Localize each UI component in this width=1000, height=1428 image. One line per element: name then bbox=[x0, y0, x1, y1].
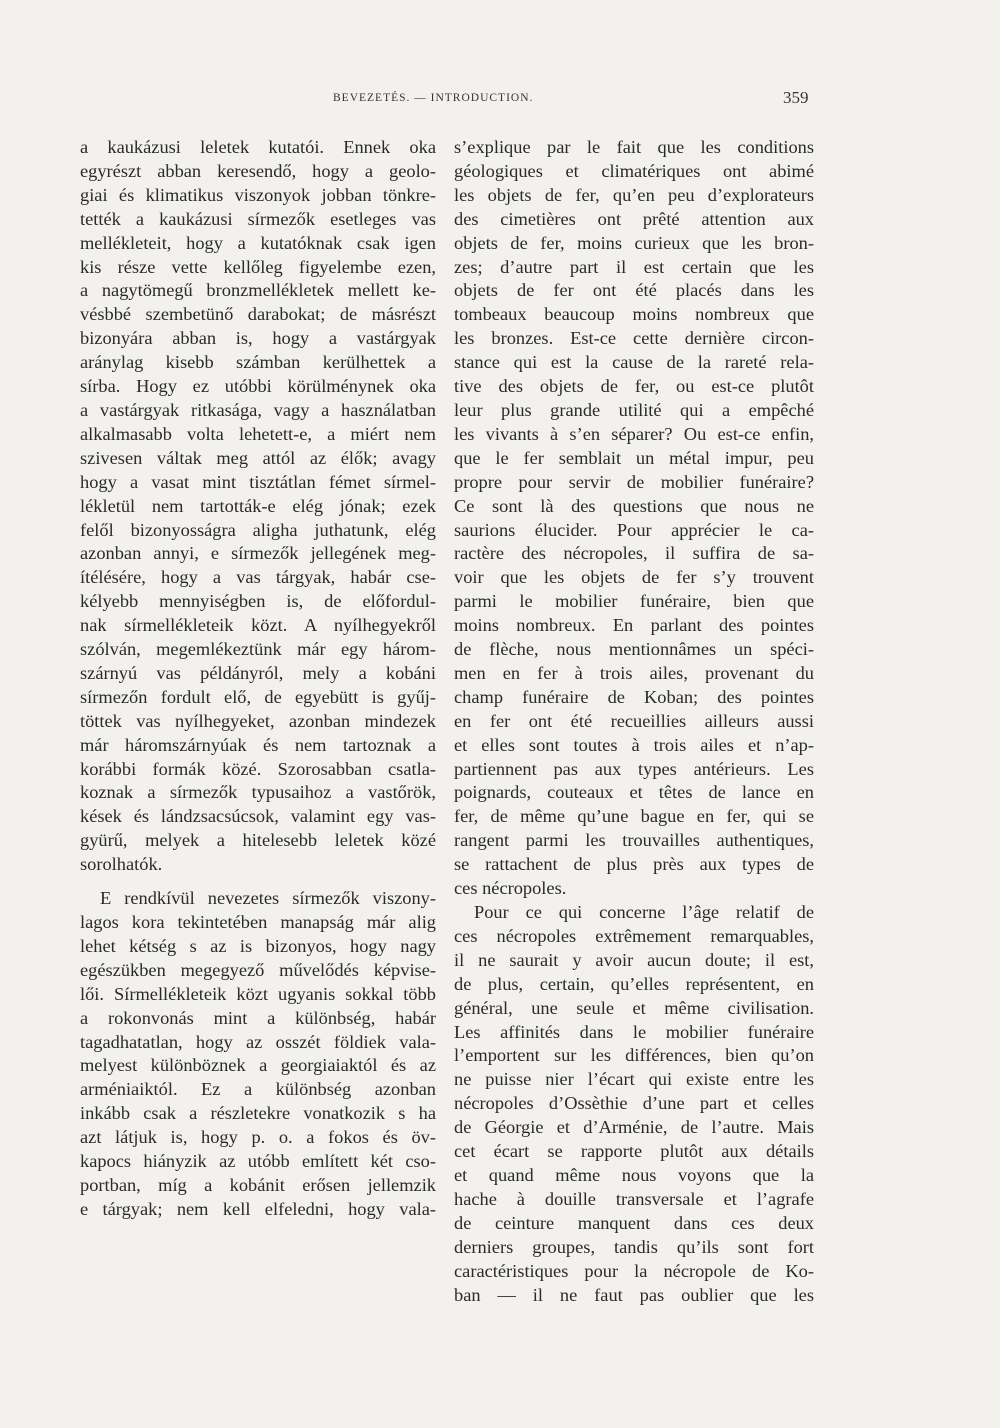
text-line: leur plus grande utilité qui a empêché bbox=[454, 399, 814, 420]
text-line: a nagytömegű bronzmellékletek mellett ke- bbox=[80, 280, 436, 301]
text-line: objets de fer, moins curieux que les bron- bbox=[454, 232, 814, 253]
text-line: ces nécropoles. bbox=[454, 878, 567, 899]
text-line: töttek vas nyílhegyeket, azonban mindezek bbox=[80, 710, 436, 731]
text-line: men en fer à trois ailes, provenant du bbox=[454, 662, 814, 683]
text-line: arméniaiktól. Ez a különbség azonban bbox=[80, 1079, 436, 1100]
text-line: que le fer semblait un métal impur, peu bbox=[454, 447, 814, 468]
text-line: a rokonvonás mint a különbség, habár bbox=[80, 1007, 436, 1028]
text-line: ítélésére, hogy a vas tárgyak, habár cse- bbox=[80, 567, 436, 588]
text-line: de Géorgie et d’Arménie, de l’autre. Mais bbox=[454, 1117, 814, 1138]
text-line: de plus, certain, qu’elles représentent, en bbox=[454, 973, 814, 994]
text-line: gyürű, melyek a hitelesebb leletek közé bbox=[80, 830, 436, 851]
text-line: stance qui est la cause de la rareté rela- bbox=[454, 352, 814, 373]
text-line: l’emportent sur les différences, bien qu’on bbox=[454, 1045, 814, 1066]
text-line: Les affinités dans le mobilier funéraire bbox=[454, 1021, 814, 1042]
text-line: már háromszárnyúak és nem tartoznak a bbox=[80, 734, 436, 755]
text-line: sírba. Hogy ez utóbbi körülménynek oka bbox=[80, 376, 436, 397]
paragraph-gap bbox=[80, 877, 436, 887]
text-line: les bronzes. Est-ce cette dernière circon- bbox=[454, 328, 814, 349]
running-head: BEVEZETÉS. — INTRODUCTION. bbox=[333, 92, 534, 104]
text-line: korábbi formák közé. Szorosabban csatla- bbox=[80, 758, 436, 779]
text-line: kélyebb mennyiségben is, de előfordul- bbox=[80, 591, 436, 612]
text-line: parmi le mobilier funéraire, bien que bbox=[454, 591, 814, 612]
text-line: sírmezőn fordult elő, de egyebütt is gyűj- bbox=[80, 686, 436, 707]
text-line: e tárgyak; nem kell elfeledni, hogy vala- bbox=[80, 1198, 436, 1219]
page-number: 359 bbox=[783, 88, 809, 107]
text-line: lehet kétség s az is bizonyos, hogy nagy bbox=[80, 935, 436, 956]
text-line: et elles sont toutes à trois ailes et n’ap- bbox=[454, 734, 814, 755]
text-line: cet écart se rapporte plutôt aux détails bbox=[454, 1141, 814, 1162]
text-line: sorolhatók. bbox=[80, 854, 163, 875]
text-line: azt látjuk is, hogy p. o. a fokos és öv- bbox=[80, 1127, 436, 1148]
text-line: kések és lándzsacsúcsok, valamint egy vas- bbox=[80, 806, 436, 827]
text-line: giai és klimatikus viszonyok jobban tönkre- bbox=[80, 184, 436, 205]
text-line: egészükben megegyező művelődés képvise- bbox=[80, 959, 436, 980]
french-text-column bbox=[454, 136, 814, 1307]
text-line: rangent parmi les trouvailles authentiques, bbox=[454, 830, 814, 851]
text-line: egyrészt abban keresendő, hogy a geolo- bbox=[80, 160, 436, 181]
text-line: moins nombreux. En parlant des pointes bbox=[454, 615, 814, 636]
text-line: et quand même nous voyons que la bbox=[454, 1164, 814, 1185]
text-line: fer, de même qu’une bague en fer, qui se bbox=[454, 806, 814, 827]
text-line: ces nécropoles extrêmement remarquables, bbox=[454, 925, 814, 946]
text-line: azonban annyi, e sírmezők jellegének meg- bbox=[80, 543, 436, 564]
text-line: s’explique par le fait que les conditions bbox=[454, 137, 814, 157]
text-line: bizonyára abban is, hogy a vastárgyak bbox=[80, 328, 436, 349]
text-line: kis része vette kellőleg figyelembe ezen, bbox=[80, 256, 436, 277]
text-line: szárnyú vas példányról, mely a kobáni bbox=[80, 662, 436, 683]
text-line: alkalmasabb volta lehetett-e, a miért nem bbox=[80, 423, 436, 444]
text-line: poignards, couteaux et têtes de lance en bbox=[454, 782, 814, 803]
text-line: les objets de fer, qu’en peu d’explorateurs bbox=[454, 184, 814, 205]
text-line: derniers groupes, tandis qu’ils sont fort bbox=[454, 1236, 814, 1257]
text-line: lékletül nem tartották-e elég jónak; ezek bbox=[80, 495, 436, 516]
text-line: ban — il ne faut pas oublier que les bbox=[454, 1284, 814, 1305]
text-line: voir que les objets de fer s’y trouvent bbox=[454, 567, 814, 588]
text-line: partiennent pas aux types antérieurs. Les bbox=[454, 758, 814, 779]
text-line: de flèche, nous mentionnâmes un spéci- bbox=[454, 639, 814, 660]
text-line: général, une seule et même civilisation. bbox=[454, 997, 814, 1018]
text-line: champ funéraire de Koban; des pointes bbox=[454, 686, 814, 707]
text-line: Ce sont là des questions que nous ne bbox=[454, 495, 814, 516]
text-line: szólván, megemlékeztünk már egy három- bbox=[80, 639, 436, 660]
text-line: géologiques et climatériques ont abimé bbox=[454, 160, 814, 181]
hungarian-text-column bbox=[80, 136, 436, 1222]
text-line: felől bizonyosságra aligha juthatunk, elég bbox=[80, 519, 436, 540]
text-line: a kaukázusi leletek kutatói. Ennek oka bbox=[80, 137, 436, 157]
text-line: il ne saurait y avoir aucun doute; il est, bbox=[454, 949, 814, 970]
text-line: koznak a sírmezők typusaihoz a vastőrök, bbox=[80, 782, 436, 803]
text-line: mellékleteit, hogy a kutatóknak csak igen bbox=[80, 232, 436, 253]
text-line: tive des objets de fer, ou est-ce plutôt bbox=[454, 376, 814, 397]
text-line: objets de fer ont été placés dans les bbox=[454, 280, 814, 301]
text-line: se rattachent de plus près aux types de bbox=[454, 854, 814, 875]
text-line: a vastárgyak ritkasága, vagy a használatban bbox=[80, 399, 436, 420]
text-line: saurions élucider. Pour apprécier le ca- bbox=[454, 519, 814, 540]
text-line: E rendkívül nevezetes sírmezők viszony- bbox=[100, 888, 436, 909]
text-line: nak sírmellékleteik közt. A nyílhegyekről bbox=[80, 615, 436, 636]
text-line: lői. Sírmellékleteik közt ugyanis sokkal több bbox=[80, 983, 436, 1004]
text-line: lagos kora tekintetében manapság már alig bbox=[80, 912, 436, 932]
text-line: kapocs hiányzik az utóbb említett két cso- bbox=[80, 1151, 436, 1172]
text-line: nécropoles d’Ossèthie d’une part et celles bbox=[454, 1093, 814, 1114]
text-line: les vivants à s’en séparer? Ou est-ce enfin, bbox=[454, 423, 814, 444]
text-line: tették a kaukázusi sírmezők esetleges vas bbox=[80, 208, 436, 229]
text-line: hache à douille transversale et l’agrafe bbox=[454, 1188, 814, 1209]
text-line: tombeaux beaucoup moins nombreux que bbox=[454, 304, 814, 325]
text-line: en fer ont été recueillies ailleurs aussi bbox=[454, 710, 814, 731]
text-line: szivesen váltak meg attól az élők; avagy bbox=[80, 447, 436, 468]
text-line: caractéristiques pour la nécropole de Ko- bbox=[454, 1260, 814, 1281]
text-line: portban, míg a kobánit erősen jellemzik bbox=[80, 1174, 436, 1195]
text-line: inkább csak a részletekre vonatkozik s ha bbox=[80, 1103, 436, 1124]
text-line: tagadhatatlan, hogy az osszét földiek vala- bbox=[80, 1031, 436, 1052]
text-line: aránylag kisebb számban kerülhettek a bbox=[80, 352, 436, 373]
text-line: de ceinture manquent dans ces deux bbox=[454, 1212, 814, 1233]
text-line: ractère des nécropoles, il suffira de sa- bbox=[454, 543, 814, 564]
text-line: vésbbé szembetünő darabokat; de másrészt bbox=[80, 304, 436, 325]
text-line: des cimetières ont prêté attention aux bbox=[454, 208, 814, 229]
text-line: Pour ce qui concerne l’âge relatif de bbox=[474, 902, 814, 922]
text-line: melyest különböznek a georgiaiaktól és az bbox=[80, 1055, 436, 1076]
text-line: ne puisse nier l’écart qui existe entre les bbox=[454, 1069, 814, 1090]
text-line: propre pour servir de mobilier funéraire? bbox=[454, 471, 814, 492]
text-line: hogy a vasat mint tisztátlan fémet sírmel- bbox=[80, 471, 436, 492]
text-line: zes; d’autre part il est certain que les bbox=[454, 256, 814, 277]
